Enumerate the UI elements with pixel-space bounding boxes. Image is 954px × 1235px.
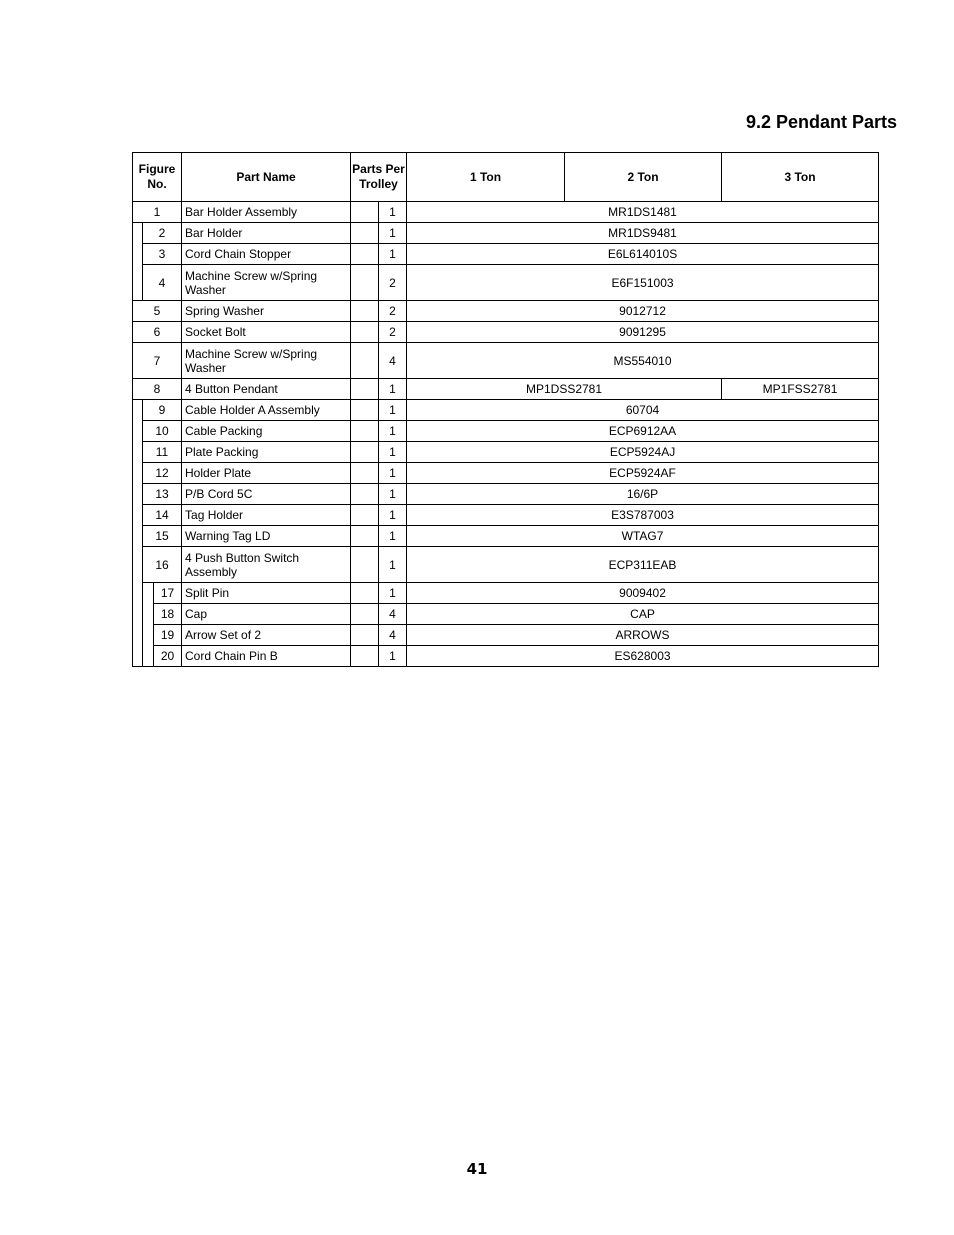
table-row xyxy=(133,265,879,301)
part-number: ECP6912AA xyxy=(407,421,879,442)
table-row xyxy=(133,604,879,625)
parts-per-trolley: 1 xyxy=(379,526,407,547)
figure-number: 7 xyxy=(133,343,182,379)
indent-cell xyxy=(133,547,143,583)
part-name: Cable Packing xyxy=(182,421,351,442)
qty-spacer-cell xyxy=(351,322,379,343)
parts-per-trolley: 4 xyxy=(379,625,407,646)
table-header-row xyxy=(133,153,879,202)
parts-per-trolley: 4 xyxy=(379,343,407,379)
part-number: 9009402 xyxy=(407,583,879,604)
part-number: MR1DS1481 xyxy=(407,202,879,223)
page-number: 41 xyxy=(466,1160,488,1178)
indent-cell xyxy=(133,442,143,463)
part-name: Machine Screw w/Spring Washer xyxy=(182,343,351,379)
table-row xyxy=(133,244,879,265)
table-row xyxy=(133,463,879,484)
part-name: Spring Washer xyxy=(182,301,351,322)
table-row xyxy=(133,625,879,646)
indent-cell xyxy=(143,583,154,604)
table-row xyxy=(133,400,879,421)
figure-number: 1 xyxy=(133,202,182,223)
figure-number: 8 xyxy=(133,379,182,400)
qty-spacer-cell xyxy=(351,583,379,604)
part-name: Cord Chain Stopper xyxy=(182,244,351,265)
part-number: 9091295 xyxy=(407,322,879,343)
part-name: Bar Holder Assembly xyxy=(182,202,351,223)
indent-cell xyxy=(133,244,143,265)
figure-number: 17 xyxy=(154,583,182,604)
header-1-ton: 1 Ton xyxy=(407,153,565,202)
part-name: Tag Holder xyxy=(182,505,351,526)
qty-spacer-cell xyxy=(351,484,379,505)
table-row xyxy=(133,322,879,343)
table-row xyxy=(133,583,879,604)
table-row xyxy=(133,343,879,379)
figure-number: 12 xyxy=(143,463,182,484)
table-row xyxy=(133,421,879,442)
parts-per-trolley: 1 xyxy=(379,400,407,421)
figure-number: 6 xyxy=(133,322,182,343)
part-number: 16/6P xyxy=(407,484,879,505)
parts-per-trolley: 2 xyxy=(379,265,407,301)
table-row xyxy=(133,646,879,667)
parts-per-trolley: 1 xyxy=(379,442,407,463)
table-row xyxy=(133,379,879,400)
parts-per-trolley: 1 xyxy=(379,463,407,484)
indent-cell xyxy=(133,463,143,484)
qty-spacer-cell xyxy=(351,400,379,421)
parts-per-trolley: 2 xyxy=(379,301,407,322)
part-number: CAP xyxy=(407,604,879,625)
qty-spacer-cell xyxy=(351,625,379,646)
figure-number: 16 xyxy=(143,547,182,583)
parts-per-trolley: 1 xyxy=(379,223,407,244)
figure-number: 14 xyxy=(143,505,182,526)
part-number: MR1DS9481 xyxy=(407,223,879,244)
parts-per-trolley: 1 xyxy=(379,505,407,526)
qty-spacer-cell xyxy=(351,343,379,379)
indent-cell xyxy=(143,604,154,625)
parts-per-trolley: 4 xyxy=(379,604,407,625)
part-number: ECP5924AF xyxy=(407,463,879,484)
parts-per-trolley: 1 xyxy=(379,421,407,442)
table-body xyxy=(133,202,879,667)
qty-spacer-cell xyxy=(351,301,379,322)
parts-per-trolley: 2 xyxy=(379,322,407,343)
part-number: MS554010 xyxy=(407,343,879,379)
indent-cell xyxy=(143,625,154,646)
part-name: Holder Plate xyxy=(182,463,351,484)
part-number: ES628003 xyxy=(407,646,879,667)
qty-spacer-cell xyxy=(351,421,379,442)
part-number-3-ton: MP1FSS2781 xyxy=(722,379,879,400)
pendant-parts-table xyxy=(132,152,879,667)
part-number: ECP5924AJ xyxy=(407,442,879,463)
qty-spacer-cell xyxy=(351,604,379,625)
parts-per-trolley: 1 xyxy=(379,547,407,583)
header-2-ton: 2 Ton xyxy=(565,153,722,202)
header-figure-no: Figure No. xyxy=(133,153,182,202)
table-row xyxy=(133,547,879,583)
header-parts-per-trolley: Parts Per Trolley xyxy=(351,153,407,202)
part-name: Socket Bolt xyxy=(182,322,351,343)
indent-cell xyxy=(133,400,143,421)
table-row xyxy=(133,505,879,526)
indent-cell xyxy=(133,583,143,604)
part-number: ECP311EAB xyxy=(407,547,879,583)
indent-cell xyxy=(133,505,143,526)
figure-number: 18 xyxy=(154,604,182,625)
figure-number: 20 xyxy=(154,646,182,667)
qty-spacer-cell xyxy=(351,265,379,301)
part-number: WTAG7 xyxy=(407,526,879,547)
qty-spacer-cell xyxy=(351,442,379,463)
indent-cell xyxy=(133,223,143,244)
indent-cell xyxy=(143,646,154,667)
qty-spacer-cell xyxy=(351,505,379,526)
part-number: E6F151003 xyxy=(407,265,879,301)
parts-per-trolley: 1 xyxy=(379,244,407,265)
table-row xyxy=(133,301,879,322)
parts-per-trolley: 1 xyxy=(379,202,407,223)
part-name: Machine Screw w/Spring Washer xyxy=(182,265,351,301)
parts-per-trolley: 1 xyxy=(379,379,407,400)
qty-spacer-cell xyxy=(351,202,379,223)
figure-number: 15 xyxy=(143,526,182,547)
part-name: Cap xyxy=(182,604,351,625)
indent-cell xyxy=(133,625,143,646)
part-name: Cable Holder A Assembly xyxy=(182,400,351,421)
qty-spacer-cell xyxy=(351,244,379,265)
part-name: Cord Chain Pin B xyxy=(182,646,351,667)
qty-spacer-cell xyxy=(351,379,379,400)
table-row xyxy=(133,526,879,547)
part-name: 4 Push Button Switch Assembly xyxy=(182,547,351,583)
figure-number: 10 xyxy=(143,421,182,442)
part-number: E6L614010S xyxy=(407,244,879,265)
header-part-name: Part Name xyxy=(182,153,351,202)
figure-number: 5 xyxy=(133,301,182,322)
part-number-1-2-ton: MP1DSS2781 xyxy=(407,379,722,400)
part-number: ARROWS xyxy=(407,625,879,646)
part-number: 60704 xyxy=(407,400,879,421)
part-name: Warning Tag LD xyxy=(182,526,351,547)
part-name: Split Pin xyxy=(182,583,351,604)
table-row xyxy=(133,442,879,463)
qty-spacer-cell xyxy=(351,223,379,244)
indent-cell xyxy=(133,526,143,547)
parts-per-trolley: 1 xyxy=(379,583,407,604)
header-3-ton: 3 Ton xyxy=(722,153,879,202)
indent-cell xyxy=(133,421,143,442)
parts-per-trolley: 1 xyxy=(379,646,407,667)
part-name: Bar Holder xyxy=(182,223,351,244)
figure-number: 2 xyxy=(143,223,182,244)
part-name: 4 Button Pendant xyxy=(182,379,351,400)
part-name: P/B Cord 5C xyxy=(182,484,351,505)
figure-number: 11 xyxy=(143,442,182,463)
figure-number: 13 xyxy=(143,484,182,505)
part-name: Arrow Set of 2 xyxy=(182,625,351,646)
qty-spacer-cell xyxy=(351,646,379,667)
qty-spacer-cell xyxy=(351,547,379,583)
part-number: E3S787003 xyxy=(407,505,879,526)
table-row xyxy=(133,223,879,244)
page-title: 9.2 Pendant Parts xyxy=(745,112,897,132)
part-number: 9012712 xyxy=(407,301,879,322)
table-row xyxy=(133,202,879,223)
qty-spacer-cell xyxy=(351,463,379,484)
figure-number: 9 xyxy=(143,400,182,421)
parts-per-trolley: 1 xyxy=(379,484,407,505)
indent-cell xyxy=(133,646,143,667)
figure-number: 4 xyxy=(143,265,182,301)
figure-number: 19 xyxy=(154,625,182,646)
indent-cell xyxy=(133,604,143,625)
figure-number: 3 xyxy=(143,244,182,265)
indent-cell xyxy=(133,484,143,505)
table-row xyxy=(133,484,879,505)
part-name: Plate Packing xyxy=(182,442,351,463)
indent-cell xyxy=(133,265,143,301)
qty-spacer-cell xyxy=(351,526,379,547)
